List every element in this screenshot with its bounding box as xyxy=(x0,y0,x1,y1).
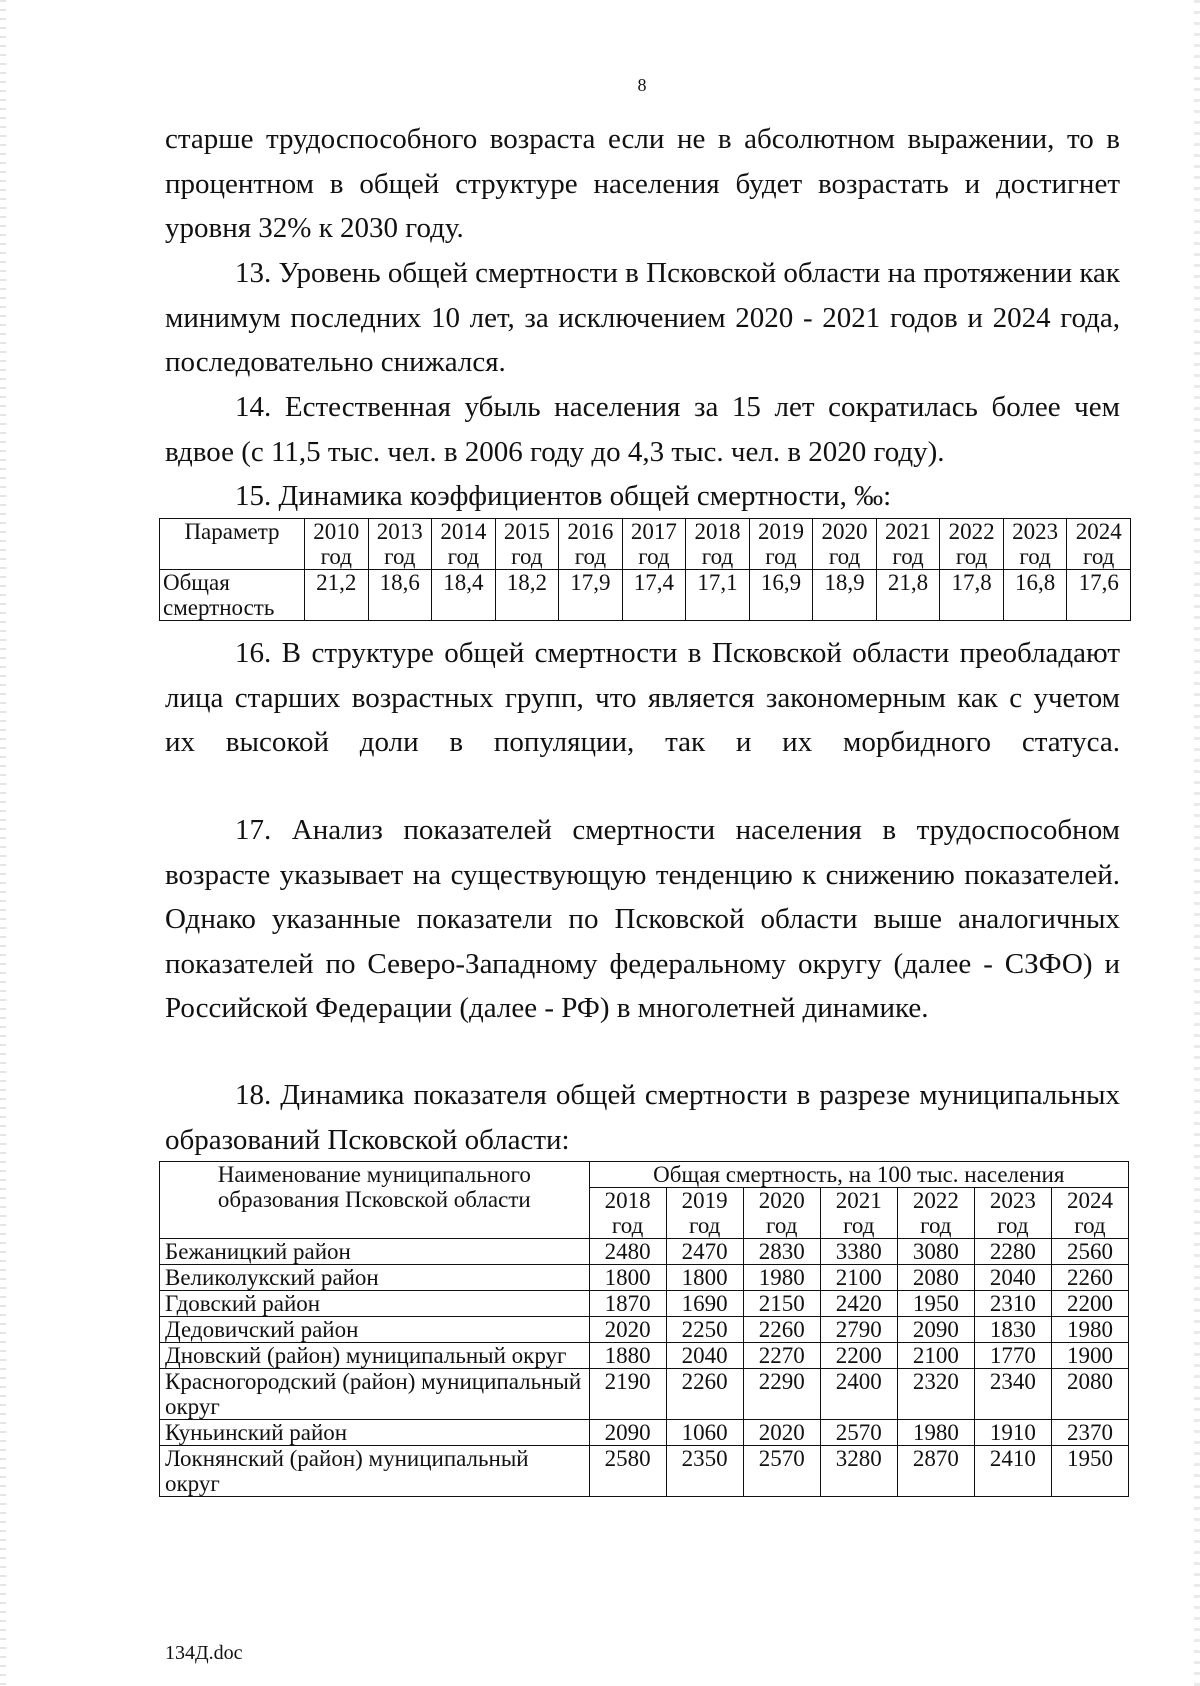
year-header: 2021 год xyxy=(876,519,940,570)
table-cell: 2040 xyxy=(666,1343,743,1369)
table-header-row xyxy=(160,1162,1129,1188)
table-cell: 17,9 xyxy=(559,570,623,621)
table-row xyxy=(160,1265,1129,1291)
district-name: Дновский (район) муниципальный округ xyxy=(160,1343,590,1369)
year-header: 2021 год xyxy=(820,1188,897,1239)
table-cell: 2090 xyxy=(897,1317,974,1343)
page-number: 8 xyxy=(637,75,647,95)
table-cell: 2040 xyxy=(974,1265,1051,1291)
table-cell: 1950 xyxy=(897,1291,974,1317)
table-cell: 2830 xyxy=(743,1239,820,1265)
table-cell: 2270 xyxy=(743,1343,820,1369)
mortality-coefficient-table xyxy=(159,518,1131,621)
table-cell: 2150 xyxy=(743,1291,820,1317)
district-name: Гдовский район xyxy=(160,1291,590,1317)
table-cell: 2080 xyxy=(897,1265,974,1291)
scan-edge-left xyxy=(0,0,6,1686)
paragraph-17: 17. Анализ показателей смертности населения в трудоспособном возрасте указывает на существующую тенденцию к снижению показателей. Однако указанные показатели по Псковской области выше аналогичных показателей по Северо-Западному федеральному округу (далее - СЗФО) и Российской Федерации (далее - РФ) в многолетней динамике. xyxy=(165,814,1120,1024)
table-cell: 2400 xyxy=(820,1369,897,1420)
table-cell: 1060 xyxy=(666,1420,743,1446)
table-cell: 18,4 xyxy=(432,570,496,621)
table-cell: 2290 xyxy=(743,1369,820,1420)
table-row xyxy=(160,570,1131,621)
table-cell: 1910 xyxy=(974,1420,1051,1446)
table-cell: 2410 xyxy=(974,1446,1051,1497)
table-cell: 2470 xyxy=(666,1239,743,1265)
table-cell: 17,8 xyxy=(940,570,1004,621)
district-name: Куньинский район xyxy=(160,1420,590,1446)
table-cell: 2310 xyxy=(974,1291,1051,1317)
table-cell: 18,9 xyxy=(813,570,877,621)
paragraph-18: 18. Динамика показателя общей смертности в разрезе муниципальных образований Псковской области: xyxy=(165,1079,1120,1156)
table-row xyxy=(160,1317,1129,1343)
table-cell: 2080 xyxy=(1051,1369,1128,1420)
table-cell: 2790 xyxy=(820,1317,897,1343)
scan-edge-right xyxy=(1194,0,1200,1686)
table-cell: 2190 xyxy=(589,1369,666,1420)
table-cell: 2250 xyxy=(666,1317,743,1343)
table-cell: 1830 xyxy=(974,1317,1051,1343)
municipal-mortality-table xyxy=(159,1161,1129,1497)
table-cell: 1690 xyxy=(666,1291,743,1317)
year-header: 2013 год xyxy=(368,519,432,570)
table-cell: 1770 xyxy=(974,1343,1051,1369)
district-name: Локнянский (район) муниципальный округ xyxy=(160,1446,590,1497)
year-header: 2024 год xyxy=(1067,519,1131,570)
table-cell: 2020 xyxy=(743,1420,820,1446)
table-cell: 2020 xyxy=(589,1317,666,1343)
year-header: 2015 год xyxy=(495,519,559,570)
table-header-row xyxy=(160,519,1131,570)
table-row xyxy=(160,1239,1129,1265)
year-header: 2022 год xyxy=(940,519,1004,570)
table-cell: 1900 xyxy=(1051,1343,1128,1369)
table-cell: 2350 xyxy=(666,1446,743,1497)
year-header: 2014 год xyxy=(432,519,496,570)
table-cell: 3280 xyxy=(820,1446,897,1497)
year-header: 2022 год xyxy=(897,1188,974,1239)
year-header: 2019 год xyxy=(749,519,813,570)
table-cell: 2580 xyxy=(589,1446,666,1497)
table-cell: 1980 xyxy=(743,1265,820,1291)
paragraph-15: 15. Динамика коэффициентов общей смертности, ‰: xyxy=(235,480,892,512)
year-header: 2020 год xyxy=(743,1188,820,1239)
table-cell: 2340 xyxy=(974,1369,1051,1420)
table-cell: 21,2 xyxy=(305,570,369,621)
table-cell: 16,8 xyxy=(1003,570,1067,621)
table-cell: 1800 xyxy=(666,1265,743,1291)
table-cell: 2100 xyxy=(820,1265,897,1291)
table-row xyxy=(160,1420,1129,1446)
year-header: 2010 год xyxy=(305,519,369,570)
table-cell: 17,1 xyxy=(686,570,750,621)
table-cell: 1880 xyxy=(589,1343,666,1369)
year-header: 2018 год xyxy=(686,519,750,570)
paragraph-14: 14. Естественная убыль населения за 15 лет сократилась более чем вдвое (с 11,5 тыс. чел. в 2006 году до 4,3 тыс. чел. в 2020 году). xyxy=(165,391,1120,468)
district-name: Великолукский район xyxy=(160,1265,590,1291)
table-row xyxy=(160,1446,1129,1497)
table-cell: 16,9 xyxy=(749,570,813,621)
table-cell: 2200 xyxy=(820,1343,897,1369)
paragraph-continuation: старше трудоспособного возраста если не в абсолютном выражении, то в процентном в общей структуре населения будет возрастать и достигнет уровня 32% к 2030 году. xyxy=(165,123,1120,244)
year-header: 2020 год xyxy=(813,519,877,570)
table-cell: 17,4 xyxy=(622,570,686,621)
table-cell: 2090 xyxy=(589,1420,666,1446)
table-row xyxy=(160,1343,1129,1369)
district-name: Красногородский (район) муниципальный округ xyxy=(160,1369,590,1420)
table-cell: 18,2 xyxy=(495,570,559,621)
table-cell: 1950 xyxy=(1051,1446,1128,1497)
table-cell: 2870 xyxy=(897,1446,974,1497)
table-row xyxy=(160,1369,1129,1420)
district-name: Дедовичский район xyxy=(160,1317,590,1343)
table-cell: 2100 xyxy=(897,1343,974,1369)
table-cell: 3380 xyxy=(820,1239,897,1265)
table-cell: 2570 xyxy=(743,1446,820,1497)
year-header: 2023 год xyxy=(1003,519,1067,570)
table-cell: 1870 xyxy=(589,1291,666,1317)
year-header: 2017 год xyxy=(622,519,686,570)
param-header: Параметр xyxy=(160,519,305,570)
group-header: Общая смертность, на 100 тыс. населения xyxy=(589,1162,1128,1188)
table-cell: 1800 xyxy=(589,1265,666,1291)
year-header: 2016 год xyxy=(559,519,623,570)
district-name: Бежаницкий район xyxy=(160,1239,590,1265)
table-cell: 2260 xyxy=(666,1369,743,1420)
table-cell: 2280 xyxy=(974,1239,1051,1265)
table-cell: 1980 xyxy=(1051,1317,1128,1343)
table-cell: 1980 xyxy=(897,1420,974,1446)
table-cell: 2260 xyxy=(1051,1265,1128,1291)
table-cell: 2320 xyxy=(897,1369,974,1420)
table-cell: 2420 xyxy=(820,1291,897,1317)
table-cell: 2260 xyxy=(743,1317,820,1343)
year-header: 2023 год xyxy=(974,1188,1051,1239)
table-cell: 2200 xyxy=(1051,1291,1128,1317)
table-cell: 18,6 xyxy=(368,570,432,621)
table-cell: 2480 xyxy=(589,1239,666,1265)
year-header: 2019 год xyxy=(666,1188,743,1239)
row-label: Общая смертность xyxy=(160,570,305,621)
table-cell: 2570 xyxy=(820,1420,897,1446)
table-body xyxy=(160,1239,1129,1497)
paragraph-16: 16. В структуре общей смертности в Псковской области преобладают лица старших возрастных групп, что является закономерным как с учетом их высокой доли в популяции, так и их морбидного статуса. xyxy=(165,637,1120,758)
name-header: Наименование муниципального образования Псковской области xyxy=(160,1162,590,1239)
paragraph-13: 13. Уровень общей смертности в Псковской области на протяжении как минимум последних 10 лет, за исключением 2020 - 2021 годов и 2024 года, последовательно снижался. xyxy=(165,257,1120,378)
footer-filename: 134Д.doc xyxy=(165,1642,243,1664)
table-cell: 2370 xyxy=(1051,1420,1128,1446)
table-row xyxy=(160,1291,1129,1317)
table-cell: 2560 xyxy=(1051,1239,1128,1265)
year-header: 2024 год xyxy=(1051,1188,1128,1239)
table-cell: 3080 xyxy=(897,1239,974,1265)
table-cell: 17,6 xyxy=(1067,570,1131,621)
year-header: 2018 год xyxy=(589,1188,666,1239)
table-cell: 21,8 xyxy=(876,570,940,621)
